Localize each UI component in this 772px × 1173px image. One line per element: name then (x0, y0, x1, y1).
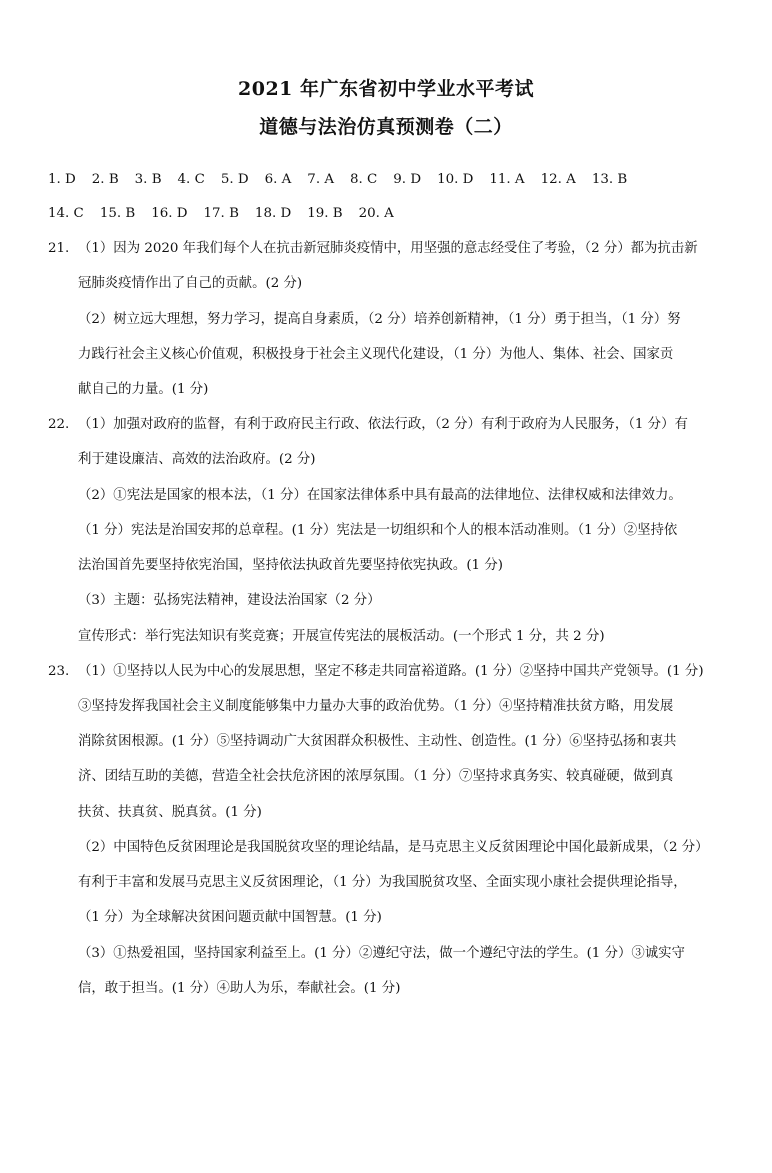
q22-line-1 (48, 416, 738, 434)
q21-line-3: （2）树立远大理想，努力学习，提高自身素质，（2 分）培养创新精神，（1 分）勇于担当，（1 分）努 (78, 312, 681, 327)
choice-answer: 18. D (254, 206, 292, 221)
page-title: 2021 年广东省初中学业水平考试 (238, 78, 534, 100)
q23-line-5: 扶贫、扶真贫、脱真贫。(1 分) (78, 805, 262, 820)
choice-answer: 16. D (151, 206, 188, 221)
q23-number: 23. (48, 664, 70, 679)
q23-line-9: （3）①热爱祖国，坚持国家利益至上。(1 分）②遵纪守法，做一个遵纪守法的学生。(1 分）③诚实守 (78, 946, 685, 961)
choice-answer: 2. B (91, 172, 119, 187)
choice-answer: 13. B (591, 172, 628, 187)
q22-number: 22. (48, 417, 70, 432)
choice-answer: 7. A (307, 172, 334, 187)
q22-line-7: 宣传形式：举行宪法知识有奖竞赛；开展宣传宪法的展板活动。(一个形式 1 分，共 2 分) (78, 629, 605, 644)
choice-answer: 14. C (48, 206, 84, 221)
choice-answers-row-2 (48, 205, 738, 223)
page-subtitle: 道德与法治仿真预测卷（二） (259, 116, 513, 138)
q22-line-3: （2）①宪法是国家的根本法，（1 分）在国家法律体系中具有最高的法律地位、法律权威和法律效力。 (78, 488, 682, 503)
q23-line-10: 信，敢于担当。(1 分）④助人为乐，奉献社会。(1 分) (78, 981, 401, 996)
q23-line-4: 济、团结互助的美德，营造全社会扶危济困的浓厚氛围。（1 分）⑦坚持求真务实、较真碰硬，做到真 (78, 769, 674, 784)
q22-line-2: 利于建设廉洁、高效的法治政府。(2 分) (78, 452, 316, 467)
choice-answer: 3. B (134, 172, 162, 187)
q21-number: 21. (48, 241, 70, 256)
choice-answer: 19. B (307, 206, 343, 221)
choice-answer: 20. A (358, 206, 394, 221)
choice-answer: 15. B (99, 206, 136, 221)
q21-line-1 (48, 240, 738, 258)
choice-answer: 6. A (264, 172, 292, 187)
choice-answers-row-1 (48, 171, 738, 189)
q23-line-2: ③坚持发挥我国社会主义制度能够集中力量办大事的政治优势。（1 分）④坚持精准扶贫方略，用发展 (78, 699, 674, 714)
q23-line-3: 消除贫困根源。(1 分）⑤坚持调动广大贫困群众积极性、主动性、创造性。(1 分）⑥坚持弘扬和衷共 (78, 734, 677, 749)
q21-line-5: 献自己的力量。(1 分) (78, 382, 209, 397)
choice-answer: 11. A (489, 172, 525, 187)
choice-answer: 10. D (437, 172, 474, 187)
q22-line-4: （1 分）宪法是治国安邦的总章程。(1 分）宪法是一切组织和个人的根本活动准则。（1 分）②坚持依 (78, 523, 678, 538)
choice-answer: 8. C (350, 172, 378, 187)
choice-answer: 1. D (48, 172, 76, 187)
q21-line-2: 冠肺炎疫情作出了自己的贡献。(2 分) (78, 276, 303, 291)
q23-line-6: （2）中国特色反贫困理论是我国脱贫攻坚的理论结晶，是马克思主义反贫困理论中国化最新成果，（2 分） (78, 840, 709, 855)
q23-line-1 (48, 663, 738, 681)
choice-answer: 5. D (220, 172, 249, 187)
q22-line-5: 法治国首先要坚持依宪治国，坚持依法执政首先要坚持依宪执政。(1 分) (78, 558, 503, 573)
q22-line-6: （3）主题：弘扬宪法精神，建设法治国家（2 分） (78, 593, 381, 608)
q21-text-1: （1）因为 2020 年我们每个人在抗击新冠肺炎疫情中，用坚强的意志经受住了考验，（2 分）都为抗击新 (78, 241, 698, 256)
choice-answer: 9. D (393, 172, 422, 187)
choice-answer: 12. A (540, 172, 576, 187)
choice-answer: 17. B (203, 206, 239, 221)
q21-line-4: 力践行社会主义核心价值观，积极投身于社会主义现代化建设，（1 分）为他人、集体、社会、国家贡 (78, 347, 674, 362)
choice-answer: 4. C (177, 172, 205, 187)
q23-line-8: （1 分）为全球解决贫困问题贡献中国智慧。(1 分) (78, 910, 382, 925)
q23-line-7: 有利于丰富和发展马克思主义反贫困理论，（1 分）为我国脱贫攻坚、全面实现小康社会提供理论指导， (78, 875, 687, 890)
q23-text-1: （1）①坚持以人民为中心的发展思想，坚定不移走共同富裕道路。(1 分）②坚持中国共产党领导。(1 分) (78, 664, 704, 679)
q22-text-1: （1）加强对政府的监督，有利于政府民主行政、依法行政，（2 分）有利于政府为人民服务，（1 分）有 (78, 417, 688, 432)
